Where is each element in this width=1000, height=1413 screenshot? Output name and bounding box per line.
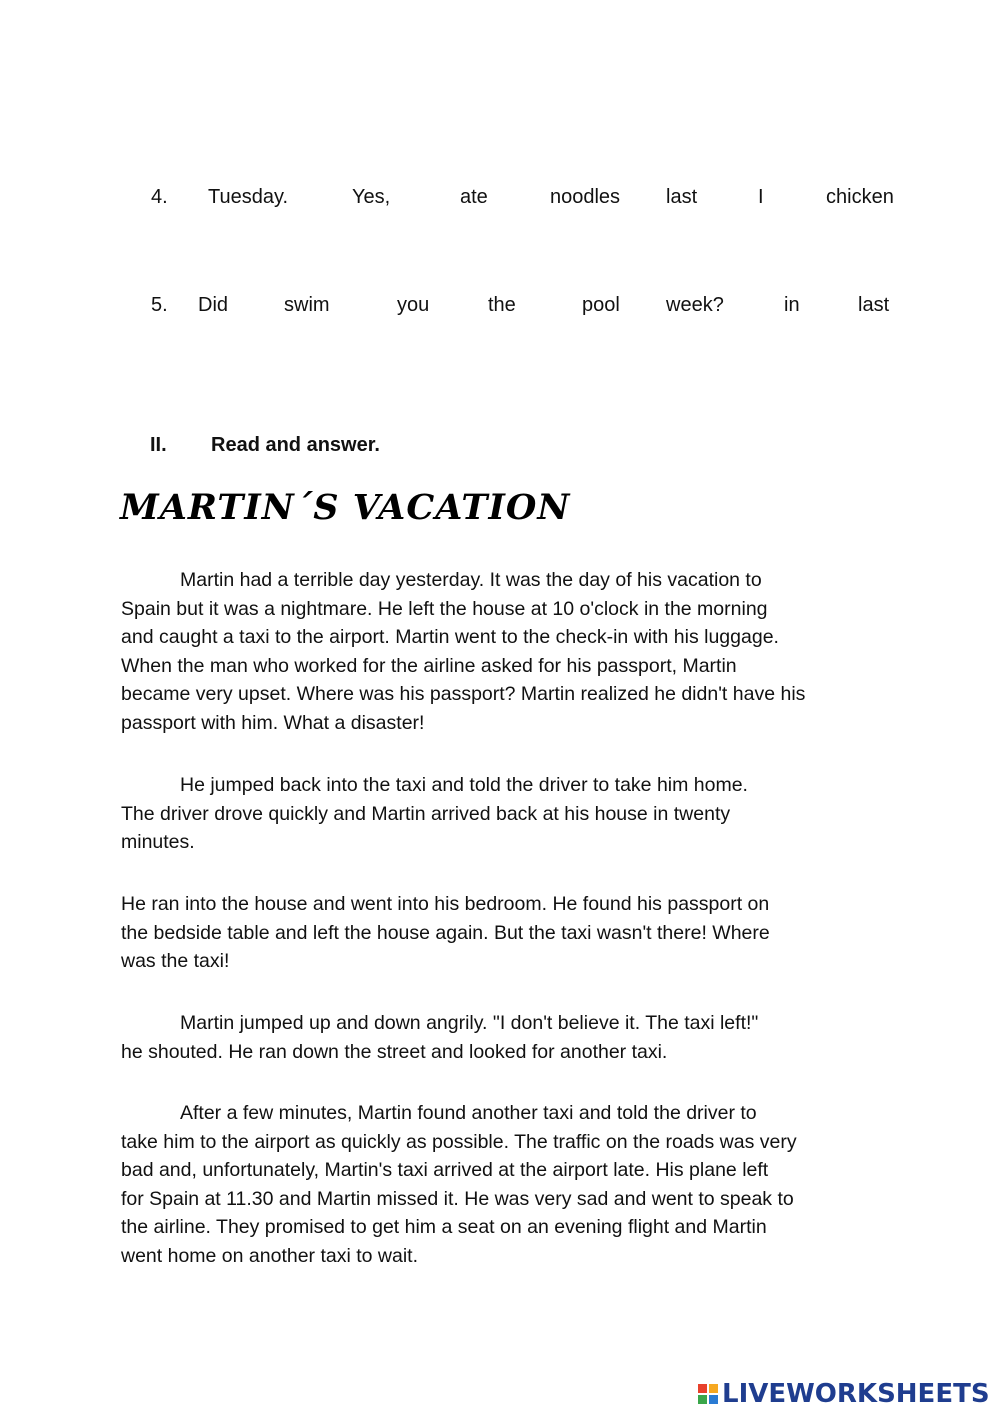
paragraph-line: Spain but it was a nightmare. He left the house at 10 o'clock in the morning bbox=[121, 597, 768, 620]
scramble-word: last bbox=[666, 186, 698, 208]
item-number: 5. bbox=[151, 294, 168, 316]
paragraph-line: the bedside table and left the house again. But the taxi wasn't there! Where bbox=[121, 921, 770, 944]
paragraph-line: take him to the airport as quickly as possible. The traffic on the roads was very bbox=[121, 1130, 797, 1153]
paragraph-line: the airline. They promised to get him a seat on an evening flight and Martin bbox=[121, 1216, 767, 1238]
paragraph-line: bad and, unfortunately, Martin's taxi arrived at the airport late. His plane left bbox=[121, 1159, 769, 1181]
scramble-word: the bbox=[488, 294, 516, 316]
scramble-word: week? bbox=[666, 294, 724, 316]
story-title: MARTIN´S VACATION bbox=[120, 487, 571, 528]
logo-square bbox=[709, 1384, 718, 1393]
paragraph-line: After a few minutes, Martin found another taxi and told the driver to bbox=[180, 1102, 757, 1124]
scramble-word: chicken bbox=[826, 186, 894, 208]
scramble-item-5 bbox=[0, 290, 1000, 320]
paragraph-line: went home on another taxi to wait. bbox=[121, 1244, 419, 1267]
paragraph-line: became very upset. Where was his passport? Martin realized he didn't have his bbox=[121, 683, 806, 705]
paragraph-line: for Spain at 11.30 and Martin missed it. He was very sad and went to speak to bbox=[121, 1187, 794, 1210]
paragraph-line: Martin jumped up and down angrily. "I don't believe it. The taxi left!" bbox=[180, 1012, 759, 1034]
story-paragraph-2 bbox=[121, 771, 891, 857]
paragraph-line: Martin had a terrible day yesterday. It was the day of his vacation to bbox=[180, 569, 762, 591]
section-numeral: II. bbox=[150, 434, 167, 456]
story-paragraph-3 bbox=[121, 890, 891, 976]
paragraph-line: When the man who worked for the airline asked for his passport, Martin bbox=[121, 654, 737, 677]
paragraph-line: minutes. bbox=[121, 831, 195, 853]
paragraph-line: The driver drove quickly and Martin arrived back at his house in twenty bbox=[121, 802, 731, 825]
paragraph-line: he shouted. He ran down the street and looked for another taxi. bbox=[121, 1040, 668, 1063]
logo-square bbox=[709, 1395, 718, 1404]
item-number: 4. bbox=[151, 186, 168, 208]
scramble-word: Tuesday. bbox=[208, 186, 289, 208]
scramble-word: noodles bbox=[550, 186, 621, 208]
paragraph-line: He jumped back into the taxi and told the driver to take him home. bbox=[180, 774, 748, 796]
scramble-word: pool bbox=[582, 294, 620, 316]
scramble-word: Did bbox=[198, 294, 229, 316]
scramble-word: Yes, bbox=[352, 186, 391, 208]
paragraph-line: and caught a taxi to the airport. Martin went to the check-in with his luggage. bbox=[121, 626, 779, 648]
paragraph-line: He ran into the house and went into his bedroom. He found his passport on bbox=[121, 893, 770, 915]
liveworksheets-logo-icon bbox=[698, 1384, 718, 1404]
logo-square bbox=[698, 1384, 707, 1393]
scramble-item-4 bbox=[0, 182, 1000, 212]
scramble-word: I bbox=[758, 186, 764, 208]
story-paragraph-4 bbox=[121, 1009, 891, 1066]
scramble-word: last bbox=[858, 294, 890, 316]
paragraph-line: was the taxi! bbox=[121, 950, 230, 972]
scramble-word: swim bbox=[284, 294, 330, 316]
scramble-word: in bbox=[784, 294, 800, 316]
liveworksheets-watermark bbox=[698, 1376, 990, 1412]
watermark-brand-text: LIVEWORKSHEETS bbox=[722, 1379, 990, 1409]
section-instruction: Read and answer. bbox=[211, 434, 380, 456]
scramble-word: ate bbox=[460, 186, 488, 208]
paragraph-line: passport with him. What a disaster! bbox=[121, 711, 425, 734]
story-paragraph-5 bbox=[121, 1099, 891, 1270]
story-paragraph-1 bbox=[121, 566, 891, 737]
scramble-word: you bbox=[397, 294, 430, 316]
logo-square bbox=[698, 1395, 707, 1404]
